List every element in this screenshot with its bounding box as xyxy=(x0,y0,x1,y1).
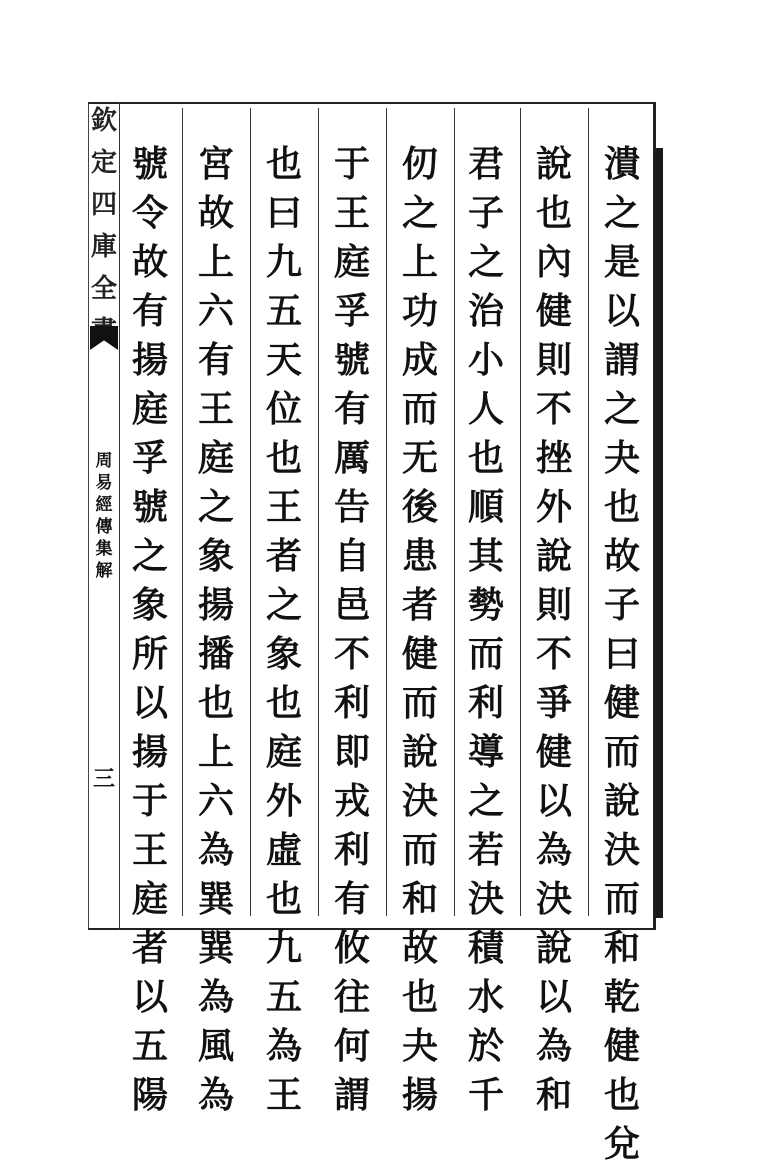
text-column-2 xyxy=(524,140,584,1120)
glyph: 揚 xyxy=(401,1074,438,1116)
glyph: 故 xyxy=(401,927,438,969)
glyph: 內 xyxy=(535,241,572,283)
glyph: 王 xyxy=(265,1074,302,1116)
text-column-3 xyxy=(456,140,516,1120)
glyph: 謂 xyxy=(333,1074,370,1116)
glyph: 自 xyxy=(333,535,370,577)
glyph: 王 xyxy=(265,486,302,528)
glyph: 有 xyxy=(131,290,168,332)
glyph: 之 xyxy=(197,486,234,528)
glyph: 象 xyxy=(197,535,234,577)
glyph: 往 xyxy=(333,976,370,1018)
glyph: 人 xyxy=(467,388,504,430)
glyph: 勢 xyxy=(467,584,504,626)
column-rule xyxy=(520,108,521,916)
glyph: 也 xyxy=(265,143,302,185)
glyph: 成 xyxy=(401,339,438,381)
column-rule xyxy=(318,108,319,916)
glyph: 孚 xyxy=(333,290,370,332)
glyph: 功 xyxy=(401,290,438,332)
glyph: 令 xyxy=(131,192,168,234)
glyph: 為 xyxy=(197,1074,234,1116)
glyph: 者 xyxy=(265,535,302,577)
glyph: 是 xyxy=(603,241,640,283)
glyph: 外 xyxy=(265,780,302,822)
glyph: 而 xyxy=(603,878,640,920)
glyph: 夬 xyxy=(603,437,640,479)
glyph: 者 xyxy=(131,927,168,969)
glyph: 健 xyxy=(603,682,640,724)
page-number: 三 xyxy=(92,766,115,792)
glyph: 上 xyxy=(401,241,438,283)
glyph: 健 xyxy=(535,731,572,773)
glyph: 君 xyxy=(467,143,504,185)
glyph: 有 xyxy=(333,878,370,920)
glyph: 宮 xyxy=(197,143,234,185)
glyph: 周 xyxy=(95,451,113,471)
glyph: 曰 xyxy=(603,633,640,675)
glyph: 利 xyxy=(333,682,370,724)
glyph: 夬 xyxy=(401,1025,438,1067)
glyph: 為 xyxy=(265,1025,302,1067)
text-column-5 xyxy=(322,140,382,1120)
glyph: 之 xyxy=(265,584,302,626)
glyph: 則 xyxy=(535,584,572,626)
glyph: 健 xyxy=(535,290,572,332)
glyph: 而 xyxy=(467,633,504,675)
glyph: 庭 xyxy=(333,241,370,283)
text-column-8 xyxy=(120,140,180,1120)
glyph: 播 xyxy=(197,633,234,675)
glyph: 即 xyxy=(333,731,370,773)
glyph: 風 xyxy=(197,1025,234,1067)
glyph: 為 xyxy=(197,829,234,871)
glyph: 解 xyxy=(95,561,113,581)
glyph: 也 xyxy=(535,192,572,234)
glyph: 上 xyxy=(197,731,234,773)
glyph: 于 xyxy=(333,143,370,185)
glyph: 邑 xyxy=(333,584,370,626)
glyph: 子 xyxy=(467,192,504,234)
column-rule xyxy=(454,108,455,916)
glyph: 庭 xyxy=(197,437,234,479)
book-title xyxy=(90,450,118,582)
glyph: 虛 xyxy=(265,829,302,871)
glyph: 九 xyxy=(265,927,302,969)
glyph: 號 xyxy=(131,143,168,185)
series-title xyxy=(90,100,118,352)
glyph: 故 xyxy=(603,535,640,577)
glyph: 揚 xyxy=(131,731,168,773)
glyph: 易 xyxy=(95,473,113,493)
glyph: 而 xyxy=(401,829,438,871)
glyph: 患 xyxy=(401,535,438,577)
glyph: 利 xyxy=(333,829,370,871)
column-rule xyxy=(588,108,589,916)
glyph: 位 xyxy=(265,388,302,430)
glyph: 戎 xyxy=(333,780,370,822)
glyph: 庭 xyxy=(131,388,168,430)
glyph: 為 xyxy=(535,1025,572,1067)
glyph: 決 xyxy=(535,878,572,920)
glyph: 以 xyxy=(535,780,572,822)
glyph: 說 xyxy=(535,143,572,185)
glyph: 其 xyxy=(467,535,504,577)
glyph: 四 xyxy=(90,190,117,220)
glyph: 之 xyxy=(467,780,504,822)
glyph: 上 xyxy=(197,241,234,283)
glyph: 經 xyxy=(95,495,113,515)
glyph: 之 xyxy=(603,388,640,430)
glyph: 于 xyxy=(131,780,168,822)
glyph: 也 xyxy=(197,682,234,724)
glyph: 五 xyxy=(265,976,302,1018)
glyph: 攸 xyxy=(333,927,370,969)
glyph: 順 xyxy=(467,486,504,528)
glyph: 潰 xyxy=(603,143,640,185)
glyph: 積 xyxy=(467,927,504,969)
glyph: 決 xyxy=(603,829,640,871)
text-column-1 xyxy=(592,140,652,1169)
glyph: 於 xyxy=(467,1025,504,1067)
glyph: 五 xyxy=(131,1025,168,1067)
glyph: 決 xyxy=(467,878,504,920)
glyph: 故 xyxy=(131,241,168,283)
glyph: 曰 xyxy=(265,192,302,234)
glyph: 和 xyxy=(535,1074,572,1116)
glyph: 有 xyxy=(197,339,234,381)
glyph: 全 xyxy=(90,274,117,304)
glyph: 兌 xyxy=(603,1123,640,1165)
glyph: 號 xyxy=(131,486,168,528)
glyph: 不 xyxy=(535,388,572,430)
glyph: 之 xyxy=(131,535,168,577)
glyph: 庫 xyxy=(90,232,117,262)
glyph: 利 xyxy=(467,682,504,724)
glyph: 象 xyxy=(131,584,168,626)
glyph: 導 xyxy=(467,731,504,773)
glyph: 也 xyxy=(265,437,302,479)
glyph: 說 xyxy=(535,535,572,577)
glyph: 无 xyxy=(401,437,438,479)
glyph: 庭 xyxy=(265,731,302,773)
glyph: 不 xyxy=(535,633,572,675)
column-rule xyxy=(182,108,183,916)
glyph: 九 xyxy=(265,241,302,283)
glyph: 和 xyxy=(401,878,438,920)
glyph: 定 xyxy=(90,148,117,178)
glyph: 五 xyxy=(265,290,302,332)
column-rule xyxy=(250,108,251,916)
glyph: 厲 xyxy=(333,437,370,479)
glyph: 六 xyxy=(197,290,234,332)
glyph: 所 xyxy=(131,633,168,675)
glyph: 王 xyxy=(333,192,370,234)
glyph: 為 xyxy=(535,829,572,871)
glyph: 說 xyxy=(401,731,438,773)
glyph: 也 xyxy=(467,437,504,479)
glyph: 號 xyxy=(333,339,370,381)
glyph: 有 xyxy=(333,388,370,430)
glyph: 爭 xyxy=(535,682,572,724)
glyph: 和 xyxy=(603,927,640,969)
glyph: 庭 xyxy=(131,878,168,920)
glyph: 也 xyxy=(265,682,302,724)
glyph: 挫 xyxy=(535,437,572,479)
glyph: 揚 xyxy=(197,584,234,626)
glyph: 象 xyxy=(265,633,302,675)
glyph: 而 xyxy=(401,682,438,724)
glyph: 乾 xyxy=(603,976,640,1018)
glyph: 謂 xyxy=(603,339,640,381)
text-column-6 xyxy=(254,140,314,1120)
glyph: 以 xyxy=(131,976,168,1018)
glyph: 治 xyxy=(467,290,504,332)
glyph: 說 xyxy=(535,927,572,969)
glyph: 集 xyxy=(95,539,113,559)
glyph: 王 xyxy=(197,388,234,430)
glyph: 也 xyxy=(265,878,302,920)
glyph: 說 xyxy=(603,780,640,822)
glyph: 何 xyxy=(333,1025,370,1067)
glyph: 若 xyxy=(467,829,504,871)
glyph: 之 xyxy=(467,241,504,283)
glyph: 巽 xyxy=(197,927,234,969)
glyph: 小 xyxy=(467,339,504,381)
text-column-7 xyxy=(186,140,246,1120)
glyph: 之 xyxy=(401,192,438,234)
glyph: 而 xyxy=(603,731,640,773)
glyph: 陽 xyxy=(131,1074,168,1116)
glyph: 者 xyxy=(401,584,438,626)
glyph: 以 xyxy=(131,682,168,724)
glyph: 王 xyxy=(131,829,168,871)
glyph: 以 xyxy=(603,290,640,332)
glyph: 天 xyxy=(265,339,302,381)
glyph: 以 xyxy=(535,976,572,1018)
glyph: 巽 xyxy=(197,878,234,920)
glyph: 也 xyxy=(603,486,640,528)
glyph: 告 xyxy=(333,486,370,528)
glyph: 孚 xyxy=(131,437,168,479)
glyph: 也 xyxy=(401,976,438,1018)
column-rule xyxy=(386,108,387,916)
glyph: 仞 xyxy=(401,143,438,185)
glyph: 為 xyxy=(197,976,234,1018)
glyph: 之 xyxy=(603,192,640,234)
glyph: 子 xyxy=(603,584,640,626)
glyph: 揚 xyxy=(131,339,168,381)
glyph: 也 xyxy=(603,1074,640,1116)
text-column-4 xyxy=(390,140,450,1120)
glyph: 故 xyxy=(197,192,234,234)
glyph: 六 xyxy=(197,780,234,822)
glyph: 水 xyxy=(467,976,504,1018)
glyph: 後 xyxy=(401,486,438,528)
glyph: 而 xyxy=(401,388,438,430)
glyph: 則 xyxy=(535,339,572,381)
glyph: 不 xyxy=(333,633,370,675)
glyph: 健 xyxy=(603,1025,640,1067)
glyph: 千 xyxy=(467,1074,504,1116)
glyph: 決 xyxy=(401,780,438,822)
glyph: 傳 xyxy=(95,517,113,537)
border-shadow xyxy=(655,148,663,918)
glyph: 欽 xyxy=(90,106,117,136)
glyph: 健 xyxy=(401,633,438,675)
glyph: 外 xyxy=(535,486,572,528)
